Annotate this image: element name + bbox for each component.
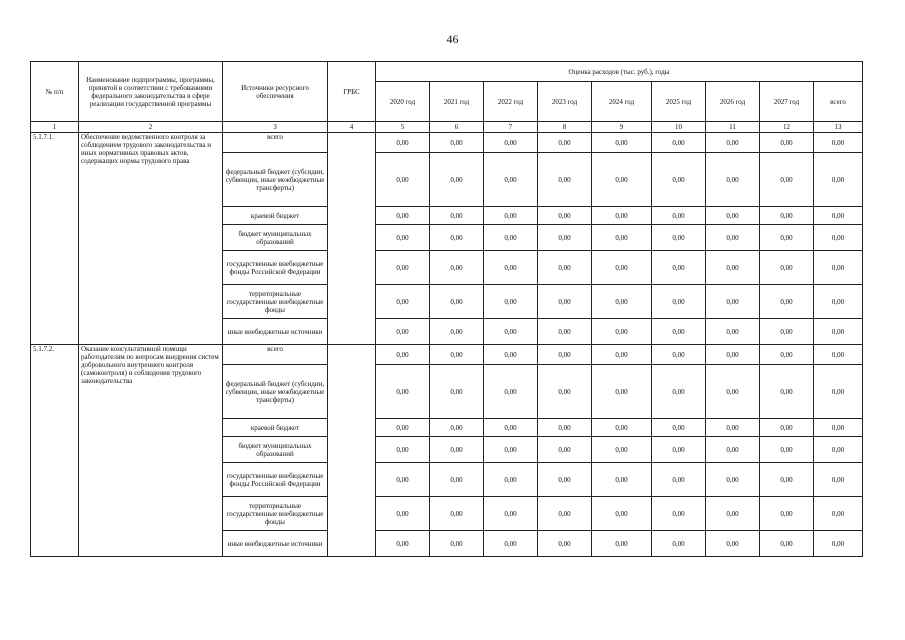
- funding-source: государственные внебюджетные фонды Российской Федерации: [223, 251, 328, 285]
- expense-value: 0,00: [652, 207, 706, 225]
- expense-value: 0,00: [760, 225, 814, 251]
- funding-source: всего: [223, 133, 328, 153]
- expense-value: 0,00: [706, 463, 760, 497]
- expense-value: 0,00: [814, 419, 863, 437]
- grbs-cell: [328, 345, 376, 557]
- index-cell: 11: [706, 122, 760, 133]
- index-cell: 8: [538, 122, 592, 133]
- expense-value: 0,00: [430, 345, 484, 365]
- expense-value: 0,00: [430, 437, 484, 463]
- index-cell: 3: [223, 122, 328, 133]
- expense-value: 0,00: [592, 319, 652, 345]
- funding-source: федеральный бюджет (субсидии, субвенции, иные межбюджетные трансферты): [223, 365, 328, 419]
- header-col-grbs: ГРБС: [328, 62, 376, 122]
- expense-value: 0,00: [652, 133, 706, 153]
- expense-value: 0,00: [592, 225, 652, 251]
- expense-value: 0,00: [538, 251, 592, 285]
- expense-value: 0,00: [430, 365, 484, 419]
- expense-value: 0,00: [760, 207, 814, 225]
- expense-value: 0,00: [592, 463, 652, 497]
- expense-value: 0,00: [814, 207, 863, 225]
- expense-value: 0,00: [376, 419, 430, 437]
- funding-source: территориальные государственные внебюджетные фонды: [223, 285, 328, 319]
- funding-source: федеральный бюджет (субсидии, субвенции, иные межбюджетные трансферты): [223, 153, 328, 207]
- index-cell: 2: [79, 122, 223, 133]
- expense-value: 0,00: [814, 437, 863, 463]
- expense-value: 0,00: [376, 225, 430, 251]
- expense-value: 0,00: [814, 251, 863, 285]
- expense-value: 0,00: [706, 133, 760, 153]
- expense-value: 0,00: [592, 251, 652, 285]
- expense-value: 0,00: [706, 153, 760, 207]
- expense-value: 0,00: [652, 251, 706, 285]
- funding-source: территориальные государственные внебюджетные фонды: [223, 497, 328, 531]
- expense-value: 0,00: [376, 531, 430, 557]
- expense-value: 0,00: [760, 133, 814, 153]
- expense-value: 0,00: [760, 419, 814, 437]
- expense-value: 0,00: [652, 419, 706, 437]
- expense-value: 0,00: [376, 319, 430, 345]
- expense-value: 0,00: [814, 133, 863, 153]
- expense-value: 0,00: [592, 133, 652, 153]
- expense-value: 0,00: [430, 497, 484, 531]
- table-body: [31, 133, 863, 557]
- expense-value: 0,00: [814, 285, 863, 319]
- expense-value: 0,00: [430, 319, 484, 345]
- expense-value: 0,00: [538, 531, 592, 557]
- expense-value: 0,00: [430, 225, 484, 251]
- expense-value: 0,00: [814, 365, 863, 419]
- expense-value: 0,00: [538, 437, 592, 463]
- index-cell: 1: [31, 122, 79, 133]
- header-year: 2026 год: [706, 82, 760, 122]
- expense-value: 0,00: [484, 251, 538, 285]
- expense-value: 0,00: [484, 285, 538, 319]
- expense-value: 0,00: [538, 285, 592, 319]
- expense-value: 0,00: [538, 133, 592, 153]
- expense-value: 0,00: [652, 345, 706, 365]
- expense-value: 0,00: [430, 207, 484, 225]
- expense-value: 0,00: [376, 497, 430, 531]
- expense-value: 0,00: [538, 345, 592, 365]
- expense-value: 0,00: [814, 319, 863, 345]
- expense-value: 0,00: [760, 319, 814, 345]
- section-name: Оказание консультативной помощи работодателям по вопросам внедрения систем добровольного внутреннего контроля (самоконтроля) и соблюдения трудового законодательства: [79, 345, 223, 557]
- expense-value: 0,00: [376, 207, 430, 225]
- expense-value: 0,00: [814, 463, 863, 497]
- expense-value: 0,00: [706, 437, 760, 463]
- expense-value: 0,00: [652, 437, 706, 463]
- expense-value: 0,00: [592, 437, 652, 463]
- index-cell: 4: [328, 122, 376, 133]
- expense-value: 0,00: [760, 365, 814, 419]
- expense-value: 0,00: [430, 463, 484, 497]
- section-name: Обеспечение ведомственного контроля за соблюдением трудового законодательства и иных нормативных правовых актов, содержащих нормы трудового права: [79, 133, 223, 345]
- expense-value: 0,00: [814, 345, 863, 365]
- index-cell: 6: [430, 122, 484, 133]
- funding-source: краевой бюджет: [223, 419, 328, 437]
- expense-value: 0,00: [706, 285, 760, 319]
- funding-source: краевой бюджет: [223, 207, 328, 225]
- header-col-name: Наименование подпрограммы, программы, принятой в соответствии с требованиями федерального законодательства в сфере реализации государственной программы: [79, 62, 223, 122]
- section-code: 5.1.7.1.: [31, 133, 79, 345]
- expense-value: 0,00: [592, 345, 652, 365]
- funding-source: иные внебюджетные источники: [223, 319, 328, 345]
- expense-value: 0,00: [760, 153, 814, 207]
- expense-value: 0,00: [430, 153, 484, 207]
- funding-source: бюджет муниципальных образований: [223, 437, 328, 463]
- expense-value: 0,00: [538, 153, 592, 207]
- expense-value: 0,00: [484, 133, 538, 153]
- expense-value: 0,00: [430, 133, 484, 153]
- expense-value: 0,00: [538, 365, 592, 419]
- expense-value: 0,00: [706, 531, 760, 557]
- budget-table: [30, 61, 863, 557]
- expense-value: 0,00: [592, 207, 652, 225]
- expense-value: 0,00: [592, 419, 652, 437]
- expense-value: 0,00: [376, 437, 430, 463]
- expense-value: 0,00: [706, 497, 760, 531]
- expense-value: 0,00: [376, 251, 430, 285]
- header-year: 2021 год: [430, 82, 484, 122]
- expense-value: 0,00: [652, 153, 706, 207]
- expense-value: 0,00: [484, 531, 538, 557]
- index-cell: 13: [814, 122, 863, 133]
- expense-value: 0,00: [376, 285, 430, 319]
- expense-value: 0,00: [706, 419, 760, 437]
- expense-value: 0,00: [430, 531, 484, 557]
- index-cell: 10: [652, 122, 706, 133]
- expense-value: 0,00: [430, 419, 484, 437]
- header-col-no: № п/п: [31, 62, 79, 122]
- header-year: 2023 год: [538, 82, 592, 122]
- expense-value: 0,00: [484, 153, 538, 207]
- expense-value: 0,00: [760, 531, 814, 557]
- header-col-expenses: Оценка расходов (тыс. руб.), годы: [376, 62, 863, 82]
- expense-value: 0,00: [652, 365, 706, 419]
- expense-value: 0,00: [538, 497, 592, 531]
- expense-value: 0,00: [706, 207, 760, 225]
- table-row: [31, 345, 863, 365]
- expense-value: 0,00: [814, 497, 863, 531]
- expense-value: 0,00: [706, 319, 760, 345]
- funding-source: всего: [223, 345, 328, 365]
- expense-value: 0,00: [592, 531, 652, 557]
- funding-source: государственные внебюджетные фонды Российской Федерации: [223, 463, 328, 497]
- expense-value: 0,00: [484, 225, 538, 251]
- grbs-cell: [328, 133, 376, 345]
- expense-value: 0,00: [706, 225, 760, 251]
- header-year: 2022 год: [484, 82, 538, 122]
- expense-value: 0,00: [376, 345, 430, 365]
- expense-value: 0,00: [760, 285, 814, 319]
- expense-value: 0,00: [538, 225, 592, 251]
- expense-value: 0,00: [814, 225, 863, 251]
- expense-value: 0,00: [538, 463, 592, 497]
- funding-source: иные внебюджетные источники: [223, 531, 328, 557]
- expense-value: 0,00: [484, 463, 538, 497]
- expense-value: 0,00: [484, 437, 538, 463]
- header-col-sources: Источники ресурсного обеспечения: [223, 62, 328, 122]
- expense-value: 0,00: [538, 419, 592, 437]
- expense-value: 0,00: [652, 463, 706, 497]
- index-cell: 12: [760, 122, 814, 133]
- expense-value: 0,00: [592, 497, 652, 531]
- header-year: 2020 год: [376, 82, 430, 122]
- expense-value: 0,00: [430, 251, 484, 285]
- expense-value: 0,00: [538, 207, 592, 225]
- header-year: 2025 год: [652, 82, 706, 122]
- expense-value: 0,00: [760, 497, 814, 531]
- expense-value: 0,00: [484, 319, 538, 345]
- expense-value: 0,00: [814, 153, 863, 207]
- expense-value: 0,00: [706, 365, 760, 419]
- expense-value: 0,00: [706, 251, 760, 285]
- expense-value: 0,00: [592, 365, 652, 419]
- expense-value: 0,00: [652, 285, 706, 319]
- expense-value: 0,00: [484, 207, 538, 225]
- header-year: 2027 год: [760, 82, 814, 122]
- expense-value: 0,00: [430, 285, 484, 319]
- header-year-total: всего: [814, 82, 863, 122]
- expense-value: 0,00: [652, 497, 706, 531]
- table-row: [31, 133, 863, 153]
- expense-value: 0,00: [652, 531, 706, 557]
- section-code: 5.1.7.2.: [31, 345, 79, 557]
- index-cell: 7: [484, 122, 538, 133]
- expense-value: 0,00: [484, 365, 538, 419]
- funding-source: бюджет муниципальных образований: [223, 225, 328, 251]
- expense-value: 0,00: [760, 345, 814, 365]
- expense-value: 0,00: [376, 365, 430, 419]
- expense-value: 0,00: [484, 345, 538, 365]
- expense-value: 0,00: [760, 251, 814, 285]
- expense-value: 0,00: [652, 225, 706, 251]
- expense-value: 0,00: [592, 153, 652, 207]
- expense-value: 0,00: [376, 153, 430, 207]
- expense-value: 0,00: [376, 133, 430, 153]
- page-number: 46: [446, 32, 459, 46]
- expense-value: 0,00: [538, 319, 592, 345]
- index-cell: 9: [592, 122, 652, 133]
- expense-value: 0,00: [652, 319, 706, 345]
- expense-value: 0,00: [760, 463, 814, 497]
- expense-value: 0,00: [814, 531, 863, 557]
- expense-value: 0,00: [376, 463, 430, 497]
- expense-value: 0,00: [760, 437, 814, 463]
- expense-value: 0,00: [484, 497, 538, 531]
- header-year: 2024 год: [592, 82, 652, 122]
- expense-value: 0,00: [592, 285, 652, 319]
- expense-value: 0,00: [484, 419, 538, 437]
- index-cell: 5: [376, 122, 430, 133]
- expense-value: 0,00: [706, 345, 760, 365]
